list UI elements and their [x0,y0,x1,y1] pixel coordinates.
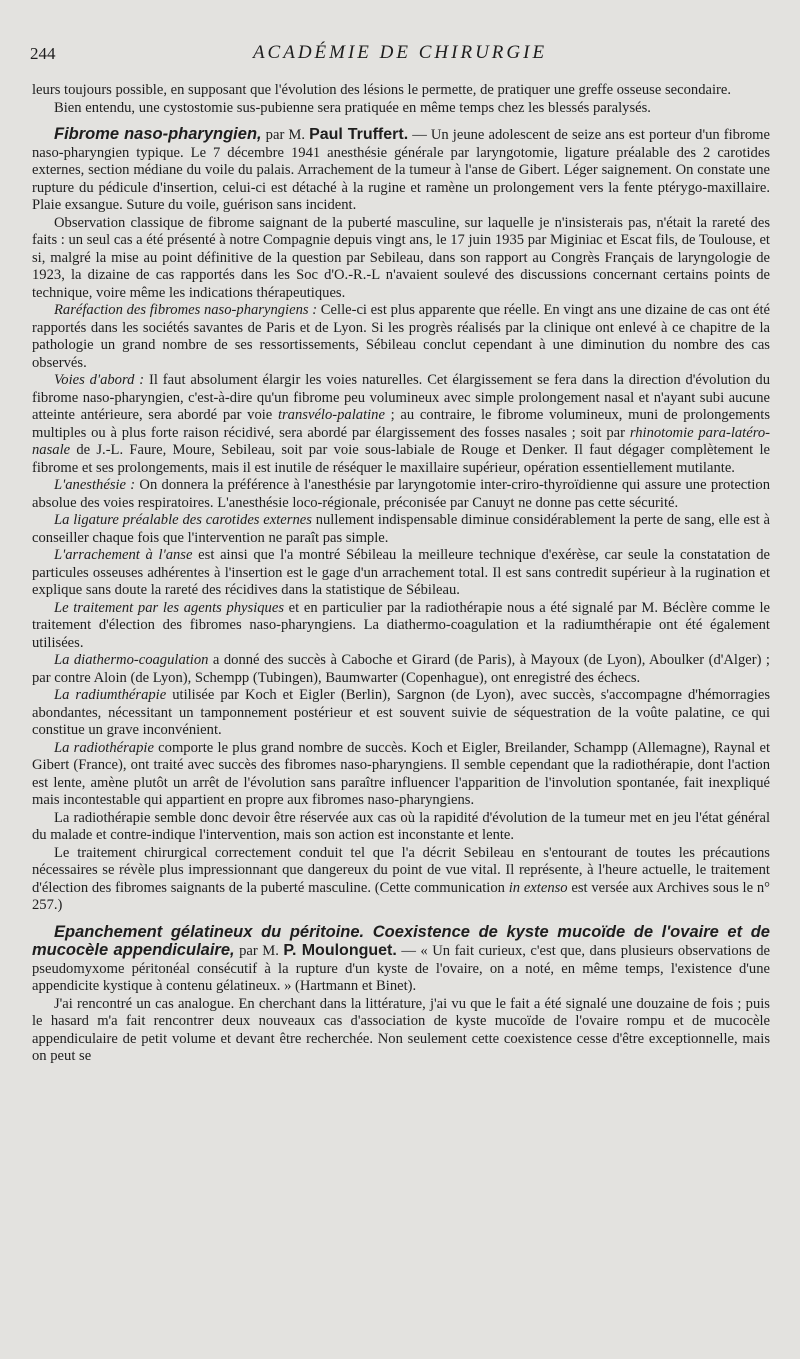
paragraph-text: Observation classique de fibrome saignant de la puberté masculine, sur laquelle je n'insisterais pas, n'était la rareté des faits : un seul cas a été présenté à notre Compagnie depuis vingt ans, le 17 juin 1935 par Miginiac et Escat fils, de Toulouse, et si, malgré la mise au point définitive de la question par Sebileau, dans son rapport au Congrès Français de laryngologie de 1923, la dizaine de cas rapportés dans les Soc d'O.-R.-L n'avaient soulevé des discussions concernant certains points de technique, voire même les indications thérapeutiques. [32,214,770,301]
paragraph-text: et en particulier par la radiothérapie nous a été signalé par M. Béclère comme le traitement d'élection des fibromes naso-pharyngiens. La diathermo-coagulation et la radiumthérapie ont été également utilisées. [32,599,770,651]
paragraph-lead: L'arrachement à l'anse [54,547,193,563]
paragraph-lead: Raréfaction des fibromes naso-pharyngiens : [54,302,318,318]
paragraph-text: comporte le plus grand nombre de succès. Koch et Eigler, Breilander, Schampp (Allemagne), Raynal et Gibert (France), ont traité avec succès des fibromes naso-pharyngiens. Il semble cependant que la radiothérapie, dont l'action est lente, amène plutôt un arrêt de l'évolution sans paraître influencer l'apparition de l'involution spontanée, fait inexpliqué mais incontestable qui appartient en propre aux fibromes naso-pharyngiens. [32,739,770,808]
section-paragraph [32,924,770,996]
paragraph-text: ; au contraire, le fibrome volumineux, muni de prolongements multiples ou à plus forte raison récidivé, sera abordé par élargissement des fosses nasales ; soit par [32,407,770,441]
article-body [32,82,770,1066]
paragraph-text: est versée aux Archives sous le n° 257.) [32,879,770,913]
paragraph-text: Le traitement chirurgical correctement conduit tel que l'a décrit Sebileau en s'entourant de toutes les précautions nécessaires se révèle plus impressionnant que dangereux du point de vue vital. Il représente, à l'heure actuelle, le traitement d'élection des fibromes saignants de la puberté masculine. (Cette communication [32,844,770,896]
paragraph [32,740,770,810]
paragraph-text: La radiothérapie semble donc devoir être réservée aux cas où la rapidité d'évolution de la tumeur met en jeu l'état général du malade et contre-indique l'intervention, mais son action est inconstante et lente. [32,809,770,843]
author-name: P. Moulonguet. [283,942,397,959]
paragraph-text: nullement indispensable diminue considérablement la perte de sang, elle est à conseiller chaque fois que l'intervention ne paraît pas simple. [32,512,770,546]
paragraph [32,100,770,118]
running-header [26,40,774,66]
paragraph-text: de J.-L. Faure, Moure, Sebileau, soit par voie sous-labiale de Rouge et Denker. Il faut dégager complètement le fibrome et ses prolongements, mais il est inutile de réséquer le maxillaire supérieur, opération essentiellement mutilante. [32,442,770,476]
paragraph-text: est ainsi que l'a montré Sébileau la meilleure technique d'exérèse, car seule la constatation de particules osseuses adhérentes à l'insertion est le gage d'un arrachement total. Il est sans contredit supérieur à la rugination et explique sans doute la rareté des récidives dans la statistique de Sébileau. [32,547,770,598]
paragraph [32,845,770,915]
paragraph-text: On donnera la préférence à l'anesthésie par laryngotomie inter-criro-thyroïdienne qui assure une protection absolue des voies respiratoires. L'anesthésie loco-régionale, préconisée par Canuyt ne donne pas cette sécurité. [32,477,770,511]
paragraph-lead: La ligature préalable des carotides externes [54,512,312,528]
paragraph [32,82,770,100]
section-title: Epanchement gélatineux du péritoine. Coexistence de kyste mucoïde de l'ovaire et de mucocèle appendiculaire, [32,922,770,959]
paragraph-text: — « Un fait curieux, c'est que, dans plusieurs observations de pseudomyxome péritonéal consécutif à la rupture d'un kyste de l'ovaire, on a noté, en même temps, l'existence d'une appendicite kystique à contenu gélatineux. » (Hartmann et Binet). [32,943,770,994]
paragraph [32,547,770,600]
paragraph-text: Il faut absolument élargir les voies naturelles. Cet élargissement se fera dans la direction d'évolution du fibrome naso-pharyngien, c'est-à-dire qu'un fibrome peu volumineux avec simple prolongement nasal et n'ayant subi aucune atteinte antérieure, sera abordé par voie [32,372,770,423]
paragraph [32,600,770,653]
paragraph [32,477,770,512]
paragraph-text: a donné des succès à Caboche et Girard (de Paris), à Mayoux (de Lyon), Aboulker (d'Alger) ; par contre Aloin (de Lyon), Schempp (Tubingen), Baumwarter (Copenhague), ont enregistré des échecs. [32,652,770,686]
paragraph [32,810,770,845]
paragraph-text: utilisée par Koch et Eigler (Berlin), Sargnon (de Lyon), avec succès, s'accompagne d'hémorragies abondantes, nécessitant un tamponnement postérieur et est souvent suivie de séquestration de la voûte palatine, ce qui constitue un grave inconvénient. [32,687,770,738]
paragraph-lead: Voies d'abord : [54,372,145,388]
paragraph [32,302,770,372]
section-title: Fibrome naso-pharyngien, [54,125,262,143]
paragraph-lead: La diathermo-coagulation [54,652,209,668]
paragraph [32,372,770,477]
section-paragraph [32,126,770,215]
paragraph-text: Celle-ci est plus apparente que réelle. En vingt ans une dizaine de cas ont été rapportés dans les sociétés savantes de Paris et de Lyon. Si les progrès réalisés par la clinique ont enlevé à ce chapitre de la pathologie un grand nombre de ses ressortissements, Sébileau conclut cependant à une diminution du nombre des cas observés. [32,302,770,371]
paragraph-text: J'ai rencontré un cas analogue. En cherchant dans la littérature, j'ai vu que le fait a été signalé une douzaine de fois ; puis le hasard m'a fait rencontrer deux nouveaux cas d'association de kyste mucoïde de l'ovaire rompu et de mucocèle appendiculaire de petit volume et devant être recherchée. Non seulement cette coexistence cesse d'être exceptionnelle, mais on peut se [32,995,770,1064]
paragraph [32,512,770,547]
italic-term: rhinotomie para-latéro-nasale [32,424,770,458]
author-name: Paul Truffert. [309,126,409,143]
paragraph [32,215,770,303]
paragraph-text: Bien entendu, une cystostomie sus-pubienne sera pratiquée en même temps chez les blessés paralysés. [54,99,651,116]
running-title: ACADÉMIE DE CHIRURGIE [252,42,548,63]
paragraph [32,687,770,740]
italic-term: in extenso [508,879,568,896]
author-prefix: par M. [261,127,310,143]
italic-term: transvélo-palatine [277,407,385,423]
paragraph-lead: La radiumthérapie [54,687,167,703]
paragraph-text: leurs toujours possible, en supposant que l'évolution des lésions le permette, de pratiquer une greffe osseuse secondaire. [32,82,732,98]
author-prefix: par M. [234,943,284,959]
paragraph-lead: L'anesthésie : [54,477,136,493]
paragraph [32,652,770,687]
paragraph [32,996,770,1066]
page-number: 244 [30,44,56,63]
paragraph-lead: La radiothérapie [54,739,154,756]
paragraph-text: — Un jeune adolescent de seize ans est porteur d'un fibrome naso-pharyngien typique. Le 7 décembre 1941 anesthésie générale par laryngotomie, ligature préalable des 2 carotides externes, section médiane du voile du palais. Arrachement de la tumeur à l'anse de Gibert. Léger saignement. On constate une rupture du pédicule d'insertion, celui-ci est détaché à la rugine et ramène un prolongement vers la fente ptérygo-maxillaire. Plaie exsangue. Suture du voile, guérison sans incident. [32,127,770,213]
paragraph-lead: Le traitement par les agents physiques [54,599,285,616]
